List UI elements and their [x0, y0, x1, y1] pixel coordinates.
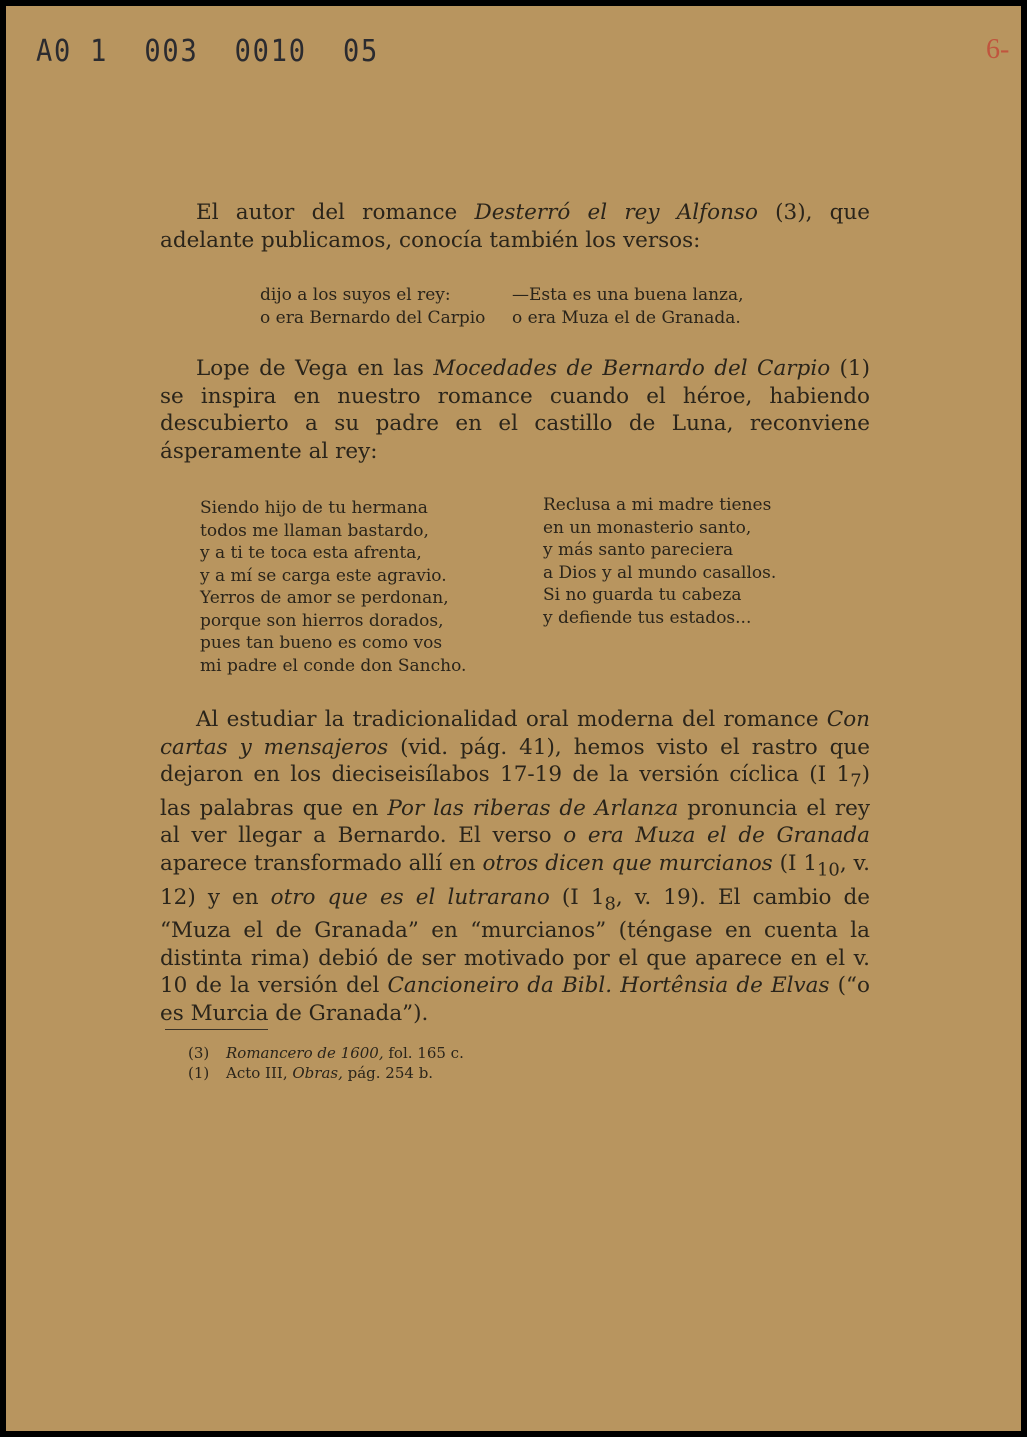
- archive-stamp: A0 1 003 0010 05: [36, 34, 380, 69]
- footnote: (3) Romancero de 1600, fol. 165 c.: [188, 1044, 464, 1062]
- footnote: (1) Acto III, Obras, pág. 254 b.: [188, 1064, 434, 1082]
- verse-block-1-left: [260, 284, 485, 329]
- verse-line: dijo a los suyos el rey:: [260, 285, 451, 305]
- verse-block-2-right: [543, 494, 776, 629]
- verse-line: mi padre el conde don Sancho.: [200, 655, 467, 676]
- verse-line: Si no guarda tu cabeza: [543, 585, 742, 605]
- paragraph-2: Lope de Vega en las Mocedades de Bernardo del Carpio (1) se inspira en nuestro romance cuando el héroe, habiendo descubierto a su padre en el castillo de Luna, reconviene ásperamente al rey:: [160, 356, 870, 464]
- verse-line: a Dios y al mundo casallos.: [543, 562, 777, 583]
- verse-block-1-right: [512, 284, 744, 329]
- verse-line: y más santo pareciera: [543, 540, 734, 560]
- verse-line: —Esta es una buena lanza,: [512, 285, 744, 305]
- verse-line: o era Muza el de Granada.: [512, 307, 741, 328]
- verse-block-2-left: [200, 497, 466, 677]
- page-number-mark: 6-: [986, 34, 1010, 65]
- verse-line: Yerros de amor se perdonan,: [200, 588, 449, 608]
- verse-line: pues tan bueno es como vos: [200, 633, 443, 653]
- verse-line: y a mí se carga este agravio.: [200, 565, 447, 586]
- verse-line: todos me llaman bastardo,: [200, 520, 429, 541]
- verse-line: Siendo hijo de tu hermana: [200, 498, 428, 518]
- verse-line: o era Bernardo del Carpio: [260, 307, 486, 328]
- verse-line: en un monasterio santo,: [543, 517, 752, 538]
- paragraph-1: El autor del romance Desterró el rey Alfonso (3), que adelante publicamos, conocía también los versos:: [160, 200, 870, 253]
- verse-line: Reclusa a mi madre tienes: [543, 495, 772, 515]
- paragraph-3: Al estudiar la tradicionalidad oral moderna del romance Con cartas y mensajeros (vid. pág. 41), hemos visto el rastro que dejaron en los dieciseisílabos 17-19 de la versión cíclica (I $1_7$) las palabras que en Por las riberas de Arlanza pronuncia el rey al ver llegar a Bernardo. El verso o era Muza el de Granada aparece transformado allí en otros dicen que murcianos (I $1_{10}$, v. 12) y en otro que es el lutrarano (I $1_8$, v. 19). El cambio de “Muza el de Granada” en “murcianos” (téngase en cuenta la distinta rima) debió de ser motivado por el que aparece en el v. 10 de la versión del Cancioneiro da Bibl. Hortênsia de Elvas (“o es Murcia de Granada”).: [160, 707, 870, 1026]
- verse-line: porque son hierros dorados,: [200, 610, 444, 631]
- verse-line: y defiende tus estados...: [543, 607, 752, 628]
- footnote-divider: [165, 1029, 268, 1030]
- footnotes: [188, 1043, 464, 1083]
- verse-line: y a ti te toca esta afrenta,: [200, 543, 422, 563]
